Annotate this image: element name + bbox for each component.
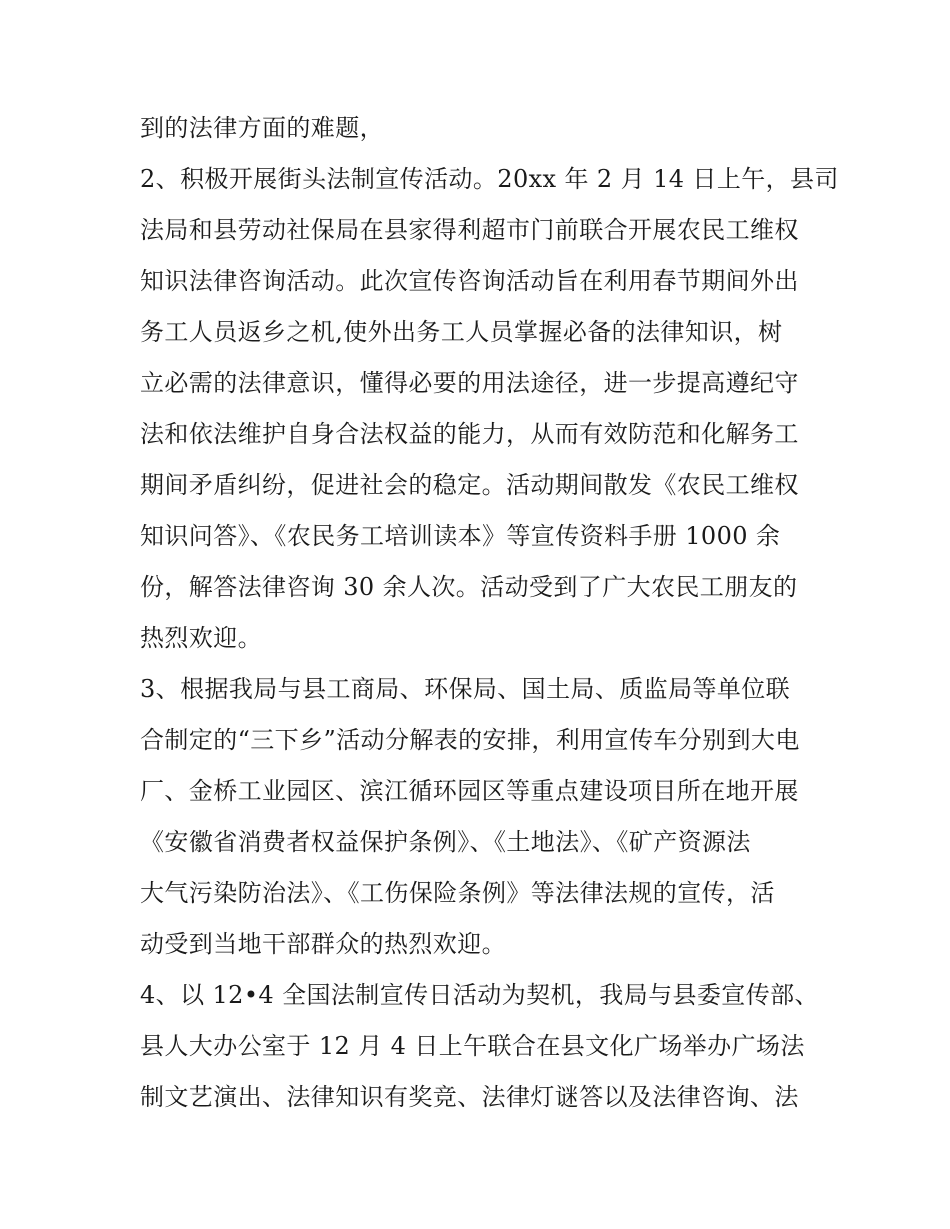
text-line: 务工人员返乡之机,使外出务工人员掌握必备的法律知识，树 — [140, 318, 783, 346]
text-line: 立必需的法律意识，懂得必要的用法途径，进一步提高遵纪守 — [140, 369, 799, 397]
text-line: 动受到当地干部群众的热烈欢迎。 — [140, 930, 506, 958]
text-line: 热烈欢迎。 — [140, 624, 262, 652]
text-line: 法和依法维护自身合法权益的能力，从而有效防范和化解务工 — [140, 420, 799, 448]
text-line: 厂、金桥工业园区、滨江循环园区等重点建设项目所在地开展 — [140, 777, 799, 805]
text-line: 合制定的“三下乡”活动分解表的安排，利用宣传车分别到大电 — [140, 726, 800, 754]
text-line: 知识法律咨询活动。此次宣传咨询活动旨在利用春节期间外出 — [140, 267, 799, 295]
text-line: 4、以 12•4 全国法制宣传日活动为契机，我局与县委宣传部、 — [140, 981, 819, 1009]
text-line: 制文艺演出、法律知识有奖竞、法律灯谜答以及法律咨询、法 — [140, 1083, 799, 1111]
text-line: 知识问答》、《农民务工培训读本》等宣传资料手册 1000 余 — [140, 522, 781, 550]
text-line: 县人大办公室于 12 月 4 日上午联合在县文化广场举办广场法 — [140, 1032, 805, 1060]
text-line: 到的法律方面的难题， — [140, 114, 384, 142]
text-line: 法局和县劳动社保局在县家得利超市门前联合开展农民工维权 — [140, 216, 799, 244]
text-line: 《安徽省消费者权益保护条例》、《土地法》、《矿产资源法 — [140, 828, 751, 856]
text-line: 期间矛盾纠纷，促进社会的稳定。活动期间散发《农民工维权 — [140, 471, 799, 499]
text-line: 2、积极开展街头法制宣传活动。20xx 年 2 月 14 日上午，县司 — [140, 165, 839, 193]
text-line: 3、根据我局与县工商局、环保局、国土局、质监局等单位联 — [140, 675, 791, 703]
text-line: 份，解答法律咨询 30 余人次。活动受到了广大农民工朋友的 — [140, 573, 798, 601]
text-line: 大气污染防治法》、《工伤保险条例》等法律法规的宣传，活 — [140, 879, 775, 907]
body-text — [140, 103, 839, 1123]
